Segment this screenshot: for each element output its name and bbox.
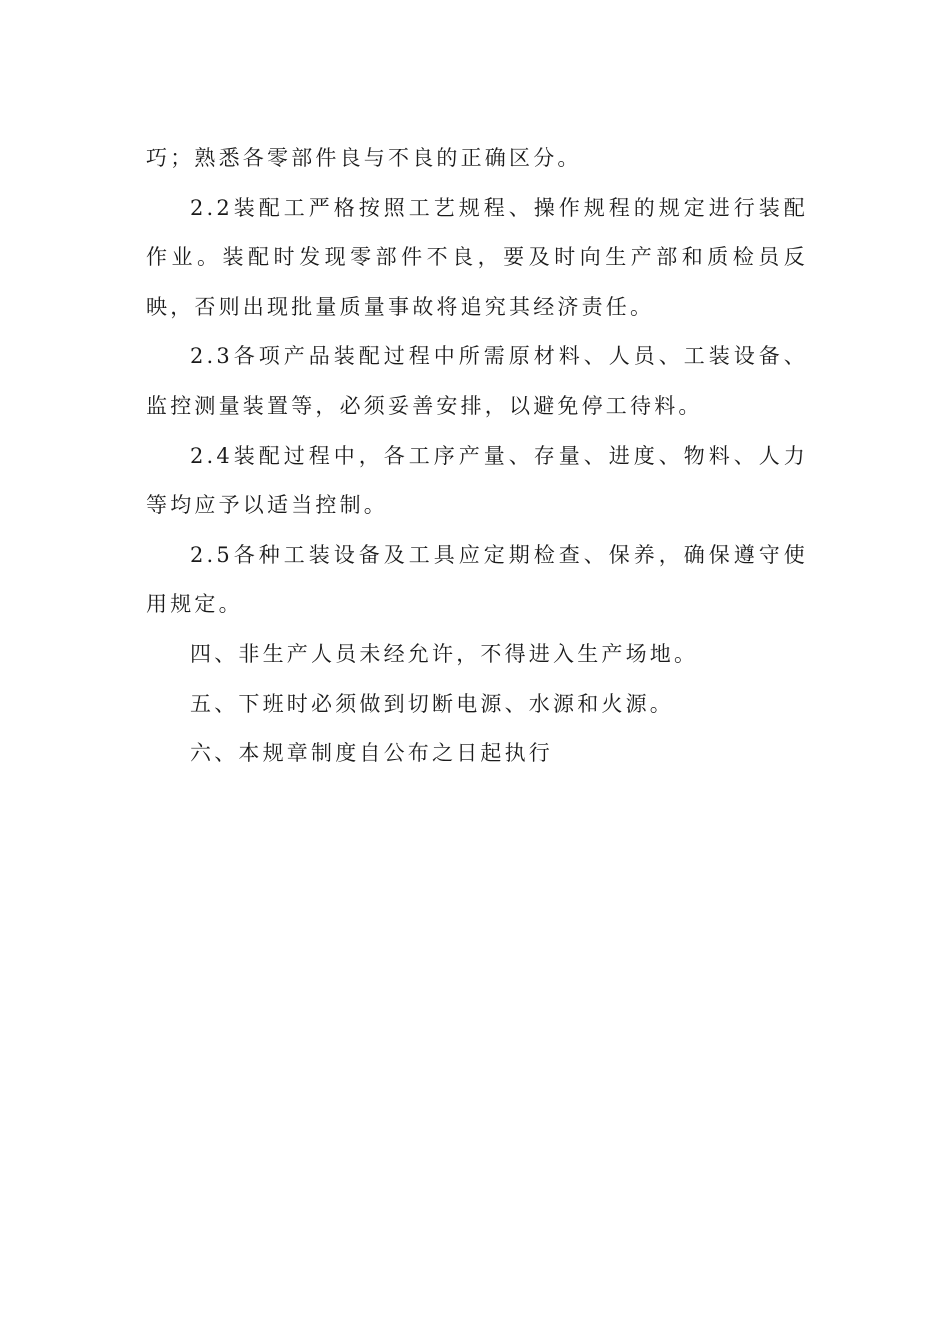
- document-body: [146, 134, 808, 779]
- paragraph-section-4: 四、非生产人员未经允许，不得进入生产场地。: [190, 641, 699, 666]
- paragraph-continuation: 巧；熟悉各零部件良与不良的正确区分。: [146, 146, 582, 170]
- paragraph-2-3: 2.3各项产品装配过程中所需原材料、人员、工装设备、监控测量装置等，必须妥善安排，以避免停工待料。: [146, 344, 808, 418]
- paragraph-2-5: 2.5各种工装设备及工具应定期检查、保养，确保遵守使用规定。: [146, 542, 808, 617]
- paragraph-section-5: 五、下班时必须做到切断电源、水源和火源。: [190, 691, 674, 716]
- paragraph-2-2: 2.2装配工严格按照工艺规程、操作规程的规定进行装配作业。装配时发现零部件不良，要及时向生产部和质检员反映，否则出现批量质量事故将追究其经济责任。: [146, 195, 808, 319]
- paragraph-section-6: 六、本规章制度自公布之日起执行: [190, 741, 553, 766]
- paragraph-2-4: 2.4装配过程中，各工序产量、存量、进度、物料、人力等均应予以适当控制。: [146, 443, 808, 518]
